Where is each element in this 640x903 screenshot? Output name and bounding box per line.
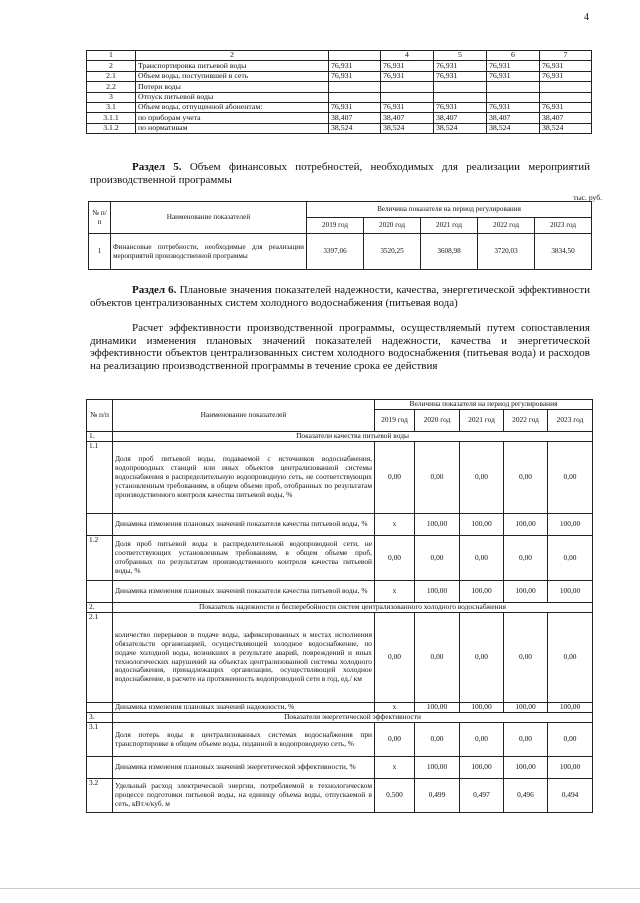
value-cell: 76,931: [540, 61, 592, 71]
header-cell: 6: [487, 51, 540, 61]
value-cell: 0,00: [504, 536, 548, 581]
value-cell: 0,496: [504, 779, 548, 813]
section-title: Показатели качества питьевой воды: [113, 432, 593, 442]
value-cell: 0,00: [375, 442, 415, 514]
value-cell: 0,00: [415, 723, 460, 757]
row-name: Динамика изменения плановых значений надежности, %: [113, 703, 375, 713]
value-cell: 100,00: [504, 514, 548, 536]
value-cell: 76,931: [434, 102, 487, 112]
value-cell: 38,407: [329, 113, 381, 123]
row-name: Потери воды: [136, 82, 329, 92]
value-cell: [487, 92, 540, 102]
year-header: 2019 год: [375, 410, 415, 432]
row-name: по нормативам: [136, 123, 329, 133]
section-title: Показатель надежности и бесперебойности систем централизованного холодного водоснабжения: [113, 603, 593, 613]
row-name: Удельный расход электрической энергии, потребляемой в технологическом процессе подготовки питьевой воды, на единицу объема воды, отпускаемой в сеть, кВт.ч/куб. м: [113, 779, 375, 813]
value-cell: 100,00: [548, 757, 593, 779]
value-cell: [487, 82, 540, 92]
value-cell: [434, 82, 487, 92]
row-name: Объем воды, отпущенной абонентам:: [136, 102, 329, 112]
section-number: 3.: [87, 713, 113, 723]
year-header: 2020 год: [415, 410, 460, 432]
row-name: Доля потерь воды в централизованных системах водоснабжения при транспортировке в общем объеме воды, поданной в водопроводную сеть, %: [113, 723, 375, 757]
table-row: [87, 82, 592, 92]
value-cell: 100,00: [415, 514, 460, 536]
row-name: Динамика изменения плановых значений показателя качества питьевой воды, %: [113, 581, 375, 603]
header-name: Наименование показателей: [113, 400, 375, 432]
section-title: Показатели энергетической эффективности: [113, 713, 593, 723]
header-cell: 7: [540, 51, 592, 61]
row-name: Доля проб питьевой воды, подаваемой с источников водоснабжения, водопроводных станций или иных объектов централизованной системы водоснабжения в распределительную водопроводную сеть, не соответствующих установленным требованиям, в общем объеме проб, отобранных по результатам производственного контроля качества питьевой воды, %: [113, 442, 375, 514]
table-row: [87, 757, 593, 779]
value-cell: 100,00: [415, 703, 460, 713]
year-header: 2022 год: [478, 218, 535, 234]
value-cell: 76,931: [381, 71, 434, 81]
value-cell: [434, 92, 487, 102]
value-cell: х: [375, 703, 415, 713]
value-cell: 76,931: [329, 102, 381, 112]
row-number: 3.2: [87, 779, 113, 813]
value-cell: 76,931: [434, 61, 487, 71]
value-cell: х: [375, 514, 415, 536]
year-header: 2023 год: [535, 218, 592, 234]
row-name: Доля проб питьевой воды в распределительной водопроводной сети, не соответствующих установленным требованиям, в общем объеме проб, отобранных по результатам производственного контроля качества питьевой воды, %: [113, 536, 375, 581]
value-cell: 100,00: [548, 581, 593, 603]
value-cell: 0,00: [504, 723, 548, 757]
table-row: [89, 234, 592, 270]
row-name: количество перерывов в подаче воды, зафиксированных в местах исполнения обязательств организацией, осуществляющей холодное водоснабжение, по подаче холодной воды, возникших в результате аварий, повреждений и иных технологических нарушений на объектах централизованной системы холодного водоснабжения, принадлежащих организации, осуществляющей холодное водоснабжение, в расчете на протяженность водопроводной сети в год, ед./ км: [113, 613, 375, 703]
table-row: [87, 442, 593, 514]
value-cell: 76,931: [381, 102, 434, 112]
row-name: Динамика изменения плановых значений показателя качества питьевой воды, %: [113, 514, 375, 536]
section-6-label: Раздел 6.: [132, 284, 177, 296]
value-cell: 100,00: [548, 514, 593, 536]
row-number: 1: [89, 234, 111, 270]
value-cell: 76,931: [434, 71, 487, 81]
value-cell: 100,00: [548, 703, 593, 713]
value-cell: 0,00: [504, 442, 548, 514]
value-cell: 38,407: [381, 113, 434, 123]
value-cell: 76,931: [329, 61, 381, 71]
header-cell: 1: [87, 51, 136, 61]
header-name: Наименование показателей: [111, 202, 307, 234]
value-cell: [329, 82, 381, 92]
value-cell: [381, 92, 434, 102]
row-number: [87, 514, 113, 536]
value-cell: 0,00: [548, 536, 593, 581]
row-number: 1.1: [87, 442, 113, 514]
value-cell: 0,499: [415, 779, 460, 813]
value-cell: 0,00: [375, 536, 415, 581]
value-cell: 100,00: [460, 514, 504, 536]
section-row: [87, 713, 593, 723]
value-cell: 3397,06: [307, 234, 364, 270]
table-header-row: [87, 51, 592, 61]
table-row: [87, 61, 592, 71]
section-row: [87, 603, 593, 613]
table-row: [87, 723, 593, 757]
value-cell: 0,497: [460, 779, 504, 813]
value-cell: 0,00: [375, 613, 415, 703]
value-cell: [540, 92, 592, 102]
value-cell: 3608,98: [421, 234, 478, 270]
value-cell: 76,931: [329, 71, 381, 81]
header-cell: 2: [136, 51, 329, 61]
value-cell: 3720,03: [478, 234, 535, 270]
row-name: Динамика изменения плановых значений энергетической эффективности, %: [113, 757, 375, 779]
value-cell: 100,00: [460, 581, 504, 603]
value-cell: 76,931: [487, 61, 540, 71]
year-header: 2021 год: [421, 218, 478, 234]
value-cell: 3834,50: [535, 234, 592, 270]
table-row: [87, 102, 592, 112]
section-5-text: Объем финансовых потребностей, необходимых для реализации мероприятий производственной программы: [90, 161, 590, 186]
value-cell: 100,00: [460, 757, 504, 779]
section-6-heading: [90, 284, 590, 309]
row-number: 3.1: [87, 723, 113, 757]
value-cell: 0,00: [415, 442, 460, 514]
value-cell: 38,524: [487, 123, 540, 133]
value-cell: 0,00: [460, 536, 504, 581]
value-cell: 0,00: [548, 613, 593, 703]
value-cell: 0,00: [415, 613, 460, 703]
row-number: [87, 581, 113, 603]
row-number: [87, 703, 113, 713]
value-cell: 0,00: [415, 536, 460, 581]
value-cell: 0,00: [504, 613, 548, 703]
row-number: [87, 757, 113, 779]
row-name: Транспортировка питьевой воды: [136, 61, 329, 71]
value-cell: 38,524: [329, 123, 381, 133]
value-cell: [381, 82, 434, 92]
section-6-paragraph: Расчет эффективности производственной программы, осуществляемый путем сопоставления динамики изменения плановых значений показателей надежности, качества и энергетической эффективности объектов централизованных систем холодного водоснабжения (питьевая вода) и расходов на реализацию производственной программы в течение срока ее действия: [90, 322, 590, 372]
header-number: № п/п: [87, 400, 113, 432]
year-header: 2023 год: [548, 410, 593, 432]
value-cell: 38,524: [381, 123, 434, 133]
row-name: Объем воды, поступившей в сеть: [136, 71, 329, 81]
header-cell: 5: [434, 51, 487, 61]
value-cell: 76,931: [540, 102, 592, 112]
value-cell: 0,00: [460, 613, 504, 703]
section-row: [87, 432, 593, 442]
value-cell: 0,00: [460, 442, 504, 514]
table-row: [87, 779, 593, 813]
value-cell: [540, 82, 592, 92]
value-cell: 38,524: [540, 123, 592, 133]
row-number: 2.1: [87, 71, 136, 81]
row-name: Финансовые потребности, необходимые для реализации мероприятий производственной программы: [111, 234, 307, 270]
value-cell: 76,931: [487, 102, 540, 112]
value-cell: 100,00: [504, 581, 548, 603]
table-row: [87, 92, 592, 102]
header-number: № п/ п: [89, 202, 111, 234]
value-cell: 38,407: [487, 113, 540, 123]
value-cell: 38,407: [540, 113, 592, 123]
header-cell: [329, 51, 381, 61]
section-6-text: Плановые значения показателей надежности, качества, энергетической эффективности объектов централизованных систем холодного водоснабжения (питьевая вода): [90, 284, 591, 309]
row-number: 3.1.1: [87, 113, 136, 123]
value-cell: 0,00: [460, 723, 504, 757]
value-cell: х: [375, 581, 415, 603]
value-cell: х: [375, 757, 415, 779]
table-row: [87, 514, 593, 536]
value-cell: 0,00: [375, 723, 415, 757]
section-number: 2.: [87, 603, 113, 613]
table-row: [87, 581, 593, 603]
water-volume-table: [86, 50, 592, 134]
value-cell: 3520,25: [364, 234, 421, 270]
table-row: [87, 536, 593, 581]
year-header: 2022 год: [504, 410, 548, 432]
table-row: [87, 703, 593, 713]
row-number: 1.2: [87, 536, 113, 581]
section-5-heading: [90, 161, 590, 186]
row-number: 2: [87, 61, 136, 71]
financial-needs-table: [88, 201, 592, 270]
value-cell: 0,00: [548, 442, 593, 514]
table-row: [87, 71, 592, 81]
value-cell: 0,00: [548, 723, 593, 757]
value-cell: 100,00: [460, 703, 504, 713]
row-number: 2.1: [87, 613, 113, 703]
page-bottom-edge: [0, 888, 640, 889]
year-header: 2021 год: [460, 410, 504, 432]
section-number: 1.: [87, 432, 113, 442]
value-cell: 100,00: [415, 581, 460, 603]
value-cell: 76,931: [487, 71, 540, 81]
value-cell: 100,00: [415, 757, 460, 779]
indicators-table: [86, 399, 593, 813]
header-cell: 4: [381, 51, 434, 61]
row-number: 3: [87, 92, 136, 102]
row-name: по приборам учета: [136, 113, 329, 123]
page-number: 4: [584, 12, 589, 23]
value-cell: 38,407: [434, 113, 487, 123]
value-cell: [329, 92, 381, 102]
table-row: [87, 113, 592, 123]
value-cell: 100,00: [504, 703, 548, 713]
value-cell: 0,500: [375, 779, 415, 813]
header-group: Величина показателя на период регулирования: [307, 202, 592, 218]
section-5-label: Раздел 5.: [132, 161, 182, 173]
row-name: Отпуск питьевой воды: [136, 92, 329, 102]
value-cell: 76,931: [381, 61, 434, 71]
value-cell: 38,524: [434, 123, 487, 133]
year-header: 2019 год: [307, 218, 364, 234]
header-group: Величина показателя на период регулирования: [375, 400, 593, 410]
row-number: 3.1.2: [87, 123, 136, 133]
value-cell: 100,00: [504, 757, 548, 779]
row-number: 2.2: [87, 82, 136, 92]
table-row: [87, 613, 593, 703]
value-cell: 76,931: [540, 71, 592, 81]
year-header: 2020 год: [364, 218, 421, 234]
value-cell: 0,494: [548, 779, 593, 813]
unit-label: тыс. руб.: [573, 193, 602, 202]
table-row: [87, 123, 592, 133]
row-number: 3.1: [87, 102, 136, 112]
